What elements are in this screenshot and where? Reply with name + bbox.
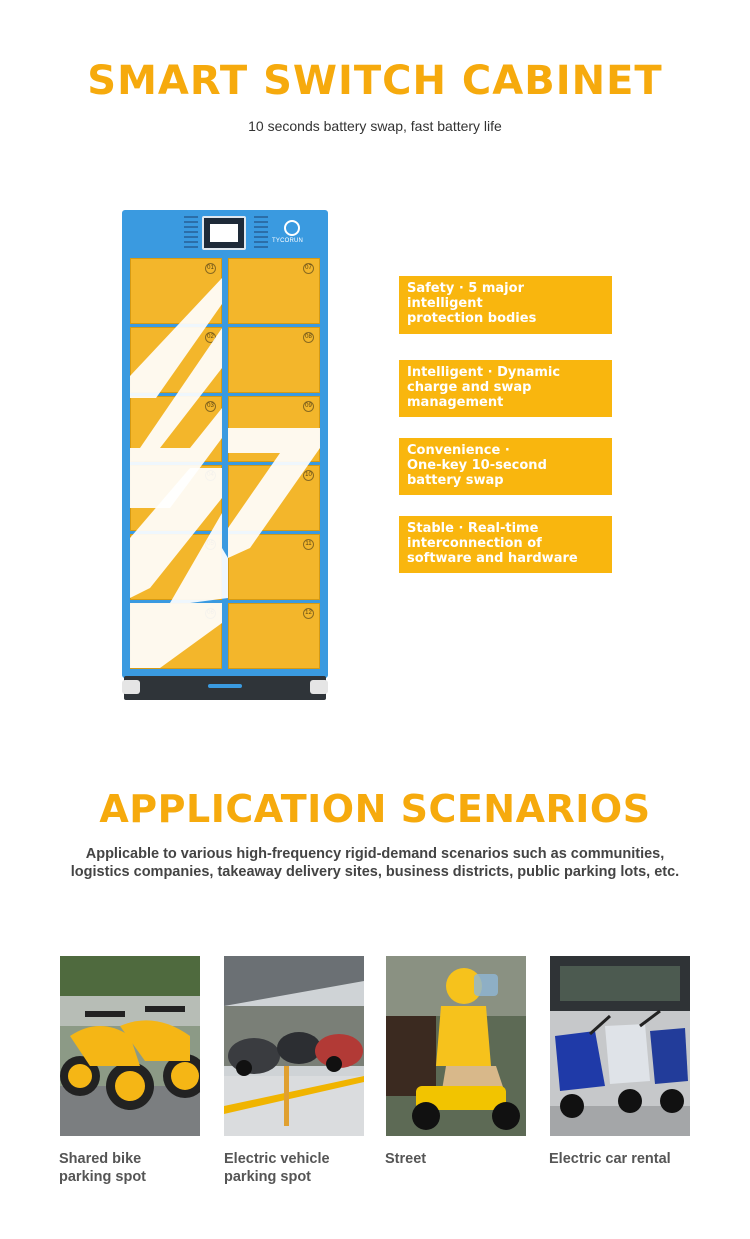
door-number: 08 xyxy=(303,332,314,343)
feature-line: Safety · 5 major xyxy=(407,281,524,296)
lightning-stripe-graphic xyxy=(130,258,320,668)
battery-swap-cabinet-image xyxy=(122,210,328,700)
cabinet-foot xyxy=(122,680,140,694)
scene-label-line: parking spot xyxy=(59,1169,147,1185)
door-number: 09 xyxy=(303,401,314,412)
feature-convenience xyxy=(399,438,612,495)
scene-label-line: Electric car rental xyxy=(549,1151,671,1167)
feature-stable xyxy=(399,516,612,573)
cabinet-foot xyxy=(310,680,328,694)
feature-line: software and hardware xyxy=(407,551,578,566)
door-number: 07 xyxy=(303,263,314,274)
shared-bikes-photo xyxy=(60,956,200,1136)
feature-line: intelligent xyxy=(407,296,483,311)
scene-label-line: Shared bike xyxy=(59,1151,142,1167)
feature-line: One-key 10-second xyxy=(407,458,547,473)
scene-label-line: parking spot xyxy=(224,1169,312,1185)
feature-line: charge and swap xyxy=(407,380,532,395)
ev-parking-photo xyxy=(224,956,364,1136)
door-number: 11 xyxy=(303,539,314,550)
brand-name: TYCORUN xyxy=(272,238,304,244)
door-number: 03 xyxy=(205,401,216,412)
screen-display xyxy=(210,224,238,242)
base-indicator-light xyxy=(208,684,242,688)
scene-label-street xyxy=(385,1150,426,1168)
section-title: APPLICATION SCENARIOS xyxy=(99,787,651,831)
brand-logo-icon xyxy=(284,220,300,236)
door-number: 01 xyxy=(205,263,216,274)
feature-intelligent xyxy=(399,360,612,417)
feature-line: management xyxy=(407,395,504,410)
delivery-rider-photo xyxy=(386,956,526,1136)
vent-grille-icon xyxy=(254,216,268,248)
feature-line: Intelligent · Dynamic xyxy=(407,365,561,380)
feature-line: protection bodies xyxy=(407,311,537,326)
scene-label-line: Street xyxy=(385,1151,427,1167)
scene-label-line: Electric vehicle xyxy=(224,1151,330,1167)
door-number: 12 xyxy=(303,608,314,619)
feature-line: interconnection of xyxy=(407,536,542,551)
feature-line: Convenience · xyxy=(407,443,510,458)
scene-label-shared-bike xyxy=(59,1150,146,1186)
scooter-rental-photo xyxy=(550,956,690,1136)
touch-screen xyxy=(202,216,246,250)
scene-label-car-rental xyxy=(549,1150,671,1168)
feature-line: battery swap xyxy=(407,473,504,488)
feature-line: Stable · Real-time xyxy=(407,521,539,536)
door-number: 10 xyxy=(303,470,314,481)
scene-label-ev-parking xyxy=(224,1150,330,1186)
cabinet-base xyxy=(124,676,326,700)
page-title: SMART SWITCH CABINET xyxy=(87,58,663,104)
door-number: 02 xyxy=(205,332,216,343)
page-subtitle: 10 seconds battery swap, fast battery life xyxy=(248,118,502,134)
vent-grille-icon xyxy=(184,216,198,248)
feature-safety xyxy=(399,276,612,334)
cabinet-header xyxy=(122,210,328,254)
section-description: Applicable to various high-frequency rigid-demand scenarios such as communities, logistics companies, takeaway delivery sites, business districts, public parking lots, etc. xyxy=(70,846,680,880)
